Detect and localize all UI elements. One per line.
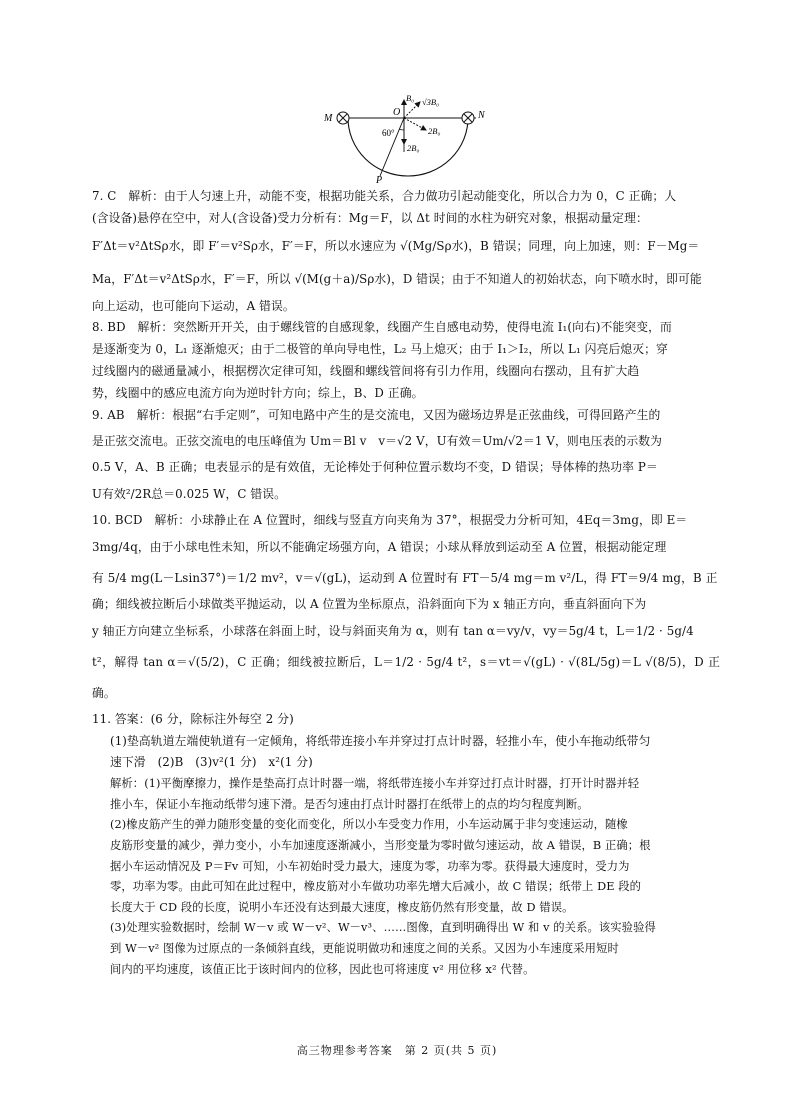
label-m: M: [324, 113, 333, 124]
answer-line: U有效²/2R总＝0.025 W，C 错误。: [92, 487, 287, 502]
label-n: N: [478, 110, 485, 121]
label-angle: 60°: [382, 128, 395, 138]
answer-line: 0.5 V，A、B 正确；电表显示的是有效值，无论棒处于何种位置示数均不变，D 错误；导体棒的热功率 P＝: [92, 460, 658, 475]
label-b0: B₀: [406, 93, 415, 103]
answer-line: 确；细线被拉断后小球做类平抛运动，以 A 位置为坐标原点，沿斜面向下为 x 轴正方向，垂直斜面向下为: [92, 596, 647, 611]
wire-m-icon: [337, 112, 349, 124]
analysis-line: 推小车，保证小车拖动纸带匀速下滑。是否匀速由打点计时器打在纸带上的点的均匀程度判断。: [110, 797, 589, 811]
answer-line: 10. BCD 解析：小球静止在 A 位置时，细线与竖直方向夹角为 37°，根据受力分析可知，4Eq＝3mg，即 E＝: [92, 513, 688, 528]
page-footer: 高三物理参考答案 第 2 页(共 5 页): [296, 1044, 498, 1057]
label-o: O: [393, 107, 401, 118]
analysis-line: 到 W－v² 图像为过原点的一条倾斜直线，更能说明做功和速度之间的关系。又因为小车速度采用短时: [110, 941, 619, 955]
answer-line: 8. BD 解析：突然断开开关，由于螺线管的自感现象，线圈产生自感电动势，使得电流 I₁(向右)不能突变，而: [92, 320, 672, 335]
analysis-line: (2)橡皮筋产生的弹力随形变量的变化而变化，所以小车受变力作用，小车运动属于非匀变速运动，随橡: [110, 818, 628, 832]
label-2b0-down: 2B₀: [407, 143, 420, 153]
label-sqrt3b0: √3B₀: [422, 97, 440, 107]
answer-line: Ma，F′Δt＝v²ΔtSρ水，F′＝F，所以 √(M(g＋a)/Sρ水)，D 错误；由于不知道人的初始状态，向下喷水时，即可能: [92, 271, 702, 286]
label-2b0-right: 2B₀: [428, 126, 441, 136]
answer-line: (含设备)悬停在空中，对人(含设备)受力分析有：Mg＝F，以 Δt 时间的水柱为研究对象，根据动量定理：: [92, 210, 648, 225]
answer-line: 11. 答案：(6 分，除标注外每空 2 分): [92, 711, 294, 726]
2b0-diag-arrow: [404, 118, 426, 130]
answer-line: (1)垫高轨道左端使轨道有一定倾角，将纸带连接小车并穿过打点计时器，轻推小车，使小车拖动纸带匀: [110, 733, 651, 748]
answer-line: t²，解得 tan α＝√(5/2)，C 正确；细线被拉断后，L＝1/2 · 5g/4 t²，s＝vt＝√(gL) · √(8L/5g)＝L √(8/5)，D 正确。: [92, 654, 720, 700]
answer-item-8: [92, 317, 720, 404]
sqrt3b0-arrow: [404, 102, 420, 118]
label-p: P: [376, 175, 383, 184]
op-line: [380, 118, 404, 176]
analysis-line: 皮筋形变量的减少，弹力变小，小车加速度逐渐减小，当形变量为零时做匀速运动，故 A 错误，B 正确；根: [110, 838, 651, 852]
answer-line: 是正弦交流电。正弦交流电的电压峰值为 Um＝Bl v v＝√2 V，U有效＝Um/√2＝1 V，则电压表的示数为: [92, 434, 663, 449]
analysis-line: 长度大于 CD 段的长度，说明小车还没有达到最大速度，橡皮筋仍然有形变量，故 D 错误。: [110, 900, 574, 914]
analysis-line: (3)处理实验数据时，绘制 W－v 或 W－v²、W－v³、……图像，直到明确得出 W 和 v 的关系。该实验验得: [110, 921, 656, 935]
answer-line: 9. AB 解析：根据“右手定则”，可知电路中产生的是交流电，又因为磁场边界是正弦曲线，可得回路产生的: [92, 407, 661, 422]
analysis-line: 间内的平均速度，该值正比于该时间内的位移，因此也可将速度 v² 用位移 x² 代替。: [110, 962, 535, 976]
answer-line: 速下滑 (2)B (3)v²(1 分) x²(1 分): [110, 755, 313, 770]
answer-line: y 轴正方向建立坐标系，小球落在斜面上时，设与斜面夹角为 α，则有 tan α＝vy/v，vy＝5g/4 t，L＝1/2 · 5g/4: [92, 623, 694, 638]
answer-line: 势，线圈中的感应电流方向为逆时针方向；综上，B、D 正确。: [92, 385, 424, 400]
answer-item-11: [92, 709, 720, 980]
answer-line: 向上运动，也可能向下运动，A 错误。: [92, 298, 295, 313]
analysis-line: 据小车运动情况及 P＝Fv 可知，小车初始时受力最大，速度为零，功率为零。获得最大速度时，受力为: [110, 859, 630, 873]
angle-arc: [399, 129, 404, 130]
answer-item-9: [92, 405, 720, 511]
answer-line: 有 5/4 mg(L－Lsin37°)＝1/2 mv²，v＝√(gL)，运动到 A 位置时有 FT－5/4 mg＝m v²/L，得 FT＝9/4 mg，B 正: [92, 570, 718, 585]
answer-content: [92, 186, 720, 980]
field-diagram-svg: [320, 92, 490, 184]
answer-item-7: [92, 186, 720, 317]
answer-line: 过线圈内的磁通量减小，根据楞次定律可知，线圈和螺线管间将有引力作用，线圈向右摆动，且有扩大趋: [92, 363, 640, 378]
analysis-line: 零，功率为零。由此可知在此过程中，橡皮筋对小车做功功率先增大后减小，故 C 错误；纸带上 DE 段的: [110, 880, 642, 894]
wire-n-icon: [462, 112, 474, 124]
answer-line: 是逐渐变为 0，L₁ 逐渐熄灭；由于二极管的单向导电性，L₂ 马上熄灭；由于 I₁＞I₂，所以 L₁ 闪亮后熄灭；穿: [92, 342, 668, 357]
answer-item-10: [92, 510, 720, 709]
answer-line: F′Δt＝v²ΔtSρ水，即 F′＝v²Sρ水，F′＝F，所以水速应为 √(Mg/Sρ水)，B 错误；同理，向上加速，则：F－Mg＝: [92, 238, 700, 253]
field-diagram: [320, 92, 490, 184]
answer-line: 7. C 解析：由于人匀速上升，动能不变，根据功能关系，合力做功引起动能变化，所以合力为 0，C 正确；人: [92, 189, 677, 203]
answer-line: 3mg/4q，由于小球电性未知，所以不能确定场强方向，A 错误；小球从释放到运动至 A 位置，根据动能定理: [92, 539, 667, 554]
analysis-line: 解析：(1)平衡摩擦力，操作是垫高打点计时器一端，将纸带连接小车并穿过打点计时器，打开计时器并轻: [110, 777, 640, 791]
